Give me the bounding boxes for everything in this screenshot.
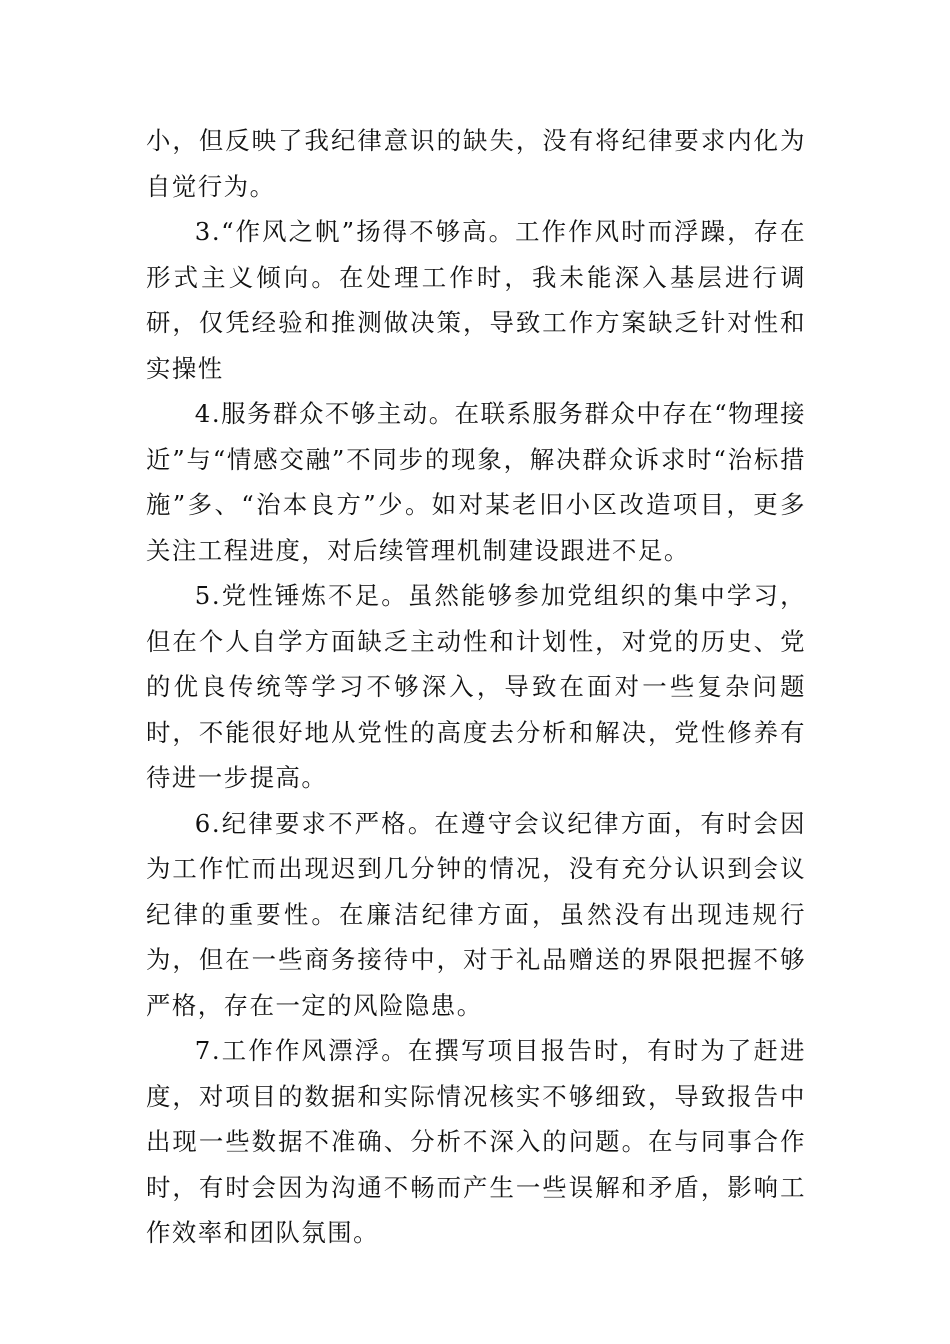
document-body <box>146 118 806 1256</box>
paragraph-item-5: 5.党性锤炼不足。虽然能够参加党组织的集中学习，但在个人自学方面缺乏主动性和计划性，对党的历史、党的优良传统等学习不够深入，导致在面对一些复杂问题时，不能很好地从党性的高度去分析和解决，党性修养有待进一步提高。 <box>146 581 806 792</box>
paragraph-continuation: 小，但反映了我纪律意识的缺失，没有将纪律要求内化为自觉行为。 <box>146 126 806 201</box>
paragraph-item-3: 3.“作风之帆”扬得不够高。工作作风时而浮躁，存在形式主义倾向。在处理工作时，我未能深入基层进行调研，仅凭经验和推测做决策，导致工作方案缺乏针对性和实操性 <box>146 217 806 383</box>
paragraph-item-4: 4.服务群众不够主动。在联系服务群众中存在“物理接近”与“情感交融”不同步的现象，解决群众诉求时“治标措施”多、“治本良方”少。如对某老旧小区改造项目，更多关注工程进度，对后续管理机制建设跟进不足。 <box>146 399 806 565</box>
paragraph-item-7: 7.工作作风漂浮。在撰写项目报告时，有时为了赶进度，对项目的数据和实际情况核实不够细致，导致报告中出现一些数据不准确、分析不深入的问题。在与同事合作时，有时会因为沟通不畅而产生一些误解和矛盾，影响工作效率和团队氛围。 <box>146 1036 806 1247</box>
paragraph-item-6: 6.纪律要求不严格。在遵守会议纪律方面，有时会因为工作忙而出现迟到几分钟的情况，没有充分认识到会议纪律的重要性。在廉洁纪律方面，虽然没有出现违规行为，但在一些商务接待中，对于礼品赠送的界限把握不够严格，存在一定的风险隐患。 <box>146 808 806 1020</box>
